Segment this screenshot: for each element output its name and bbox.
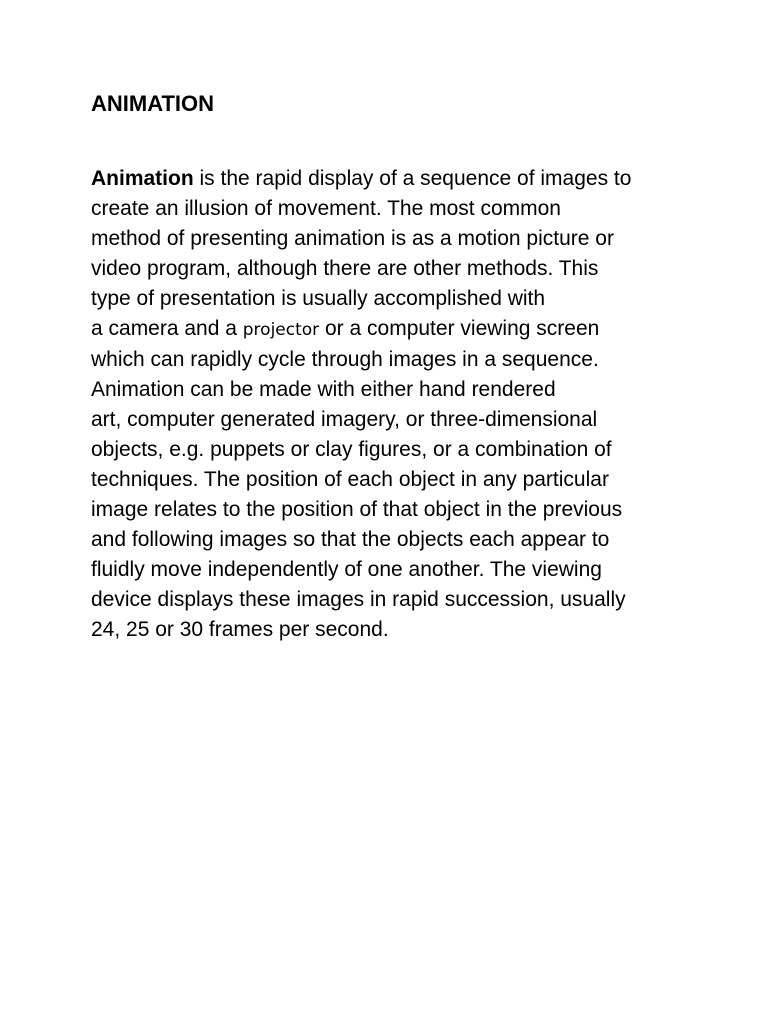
paragraph-line: which can rapidly cycle through images in a sequence. [91, 348, 599, 371]
paragraph-line: and following images so that the objects each appear to [91, 528, 610, 551]
paragraph-line: fluidly move independently of one another. The viewing [91, 558, 602, 581]
paragraph-line: objects, e.g. puppets or clay figures, or a combination of [91, 438, 612, 461]
paragraph-line-camera [91, 314, 691, 345]
camera-text-after: or a computer viewing screen [319, 317, 600, 340]
paragraph-line: techniques. The position of each object in any particular [91, 468, 609, 491]
paragraph-line: image relates to the position of that object in the previous [91, 498, 623, 521]
paragraph-line: type of presentation is usually accomplished with [91, 287, 546, 310]
paragraph-line: art, computer generated imagery, or three-dimensional [91, 408, 598, 431]
paragraph-line: create an illusion of movement. The most common [91, 197, 561, 220]
paragraph-line: video program, although there are other methods. This [91, 257, 599, 280]
paragraph-line: device displays these images in rapid succession, usually [91, 588, 626, 611]
document-body [91, 164, 691, 645]
paragraph-line: Animation can be made with either hand rendered [91, 378, 556, 401]
projector-word: projector [242, 320, 320, 340]
paragraph-line: method of presenting animation is as a motion picture or [91, 227, 614, 250]
camera-text: a camera and a [91, 317, 243, 340]
paragraph-line: 24, 25 or 30 frames per second. [91, 618, 389, 641]
document-title: ANIMATION [91, 91, 215, 116]
first-line-text: is the rapid display of a sequence of images to [193, 167, 632, 190]
lead-word: Animation [91, 167, 194, 190]
paragraph-line-1 [91, 164, 691, 194]
